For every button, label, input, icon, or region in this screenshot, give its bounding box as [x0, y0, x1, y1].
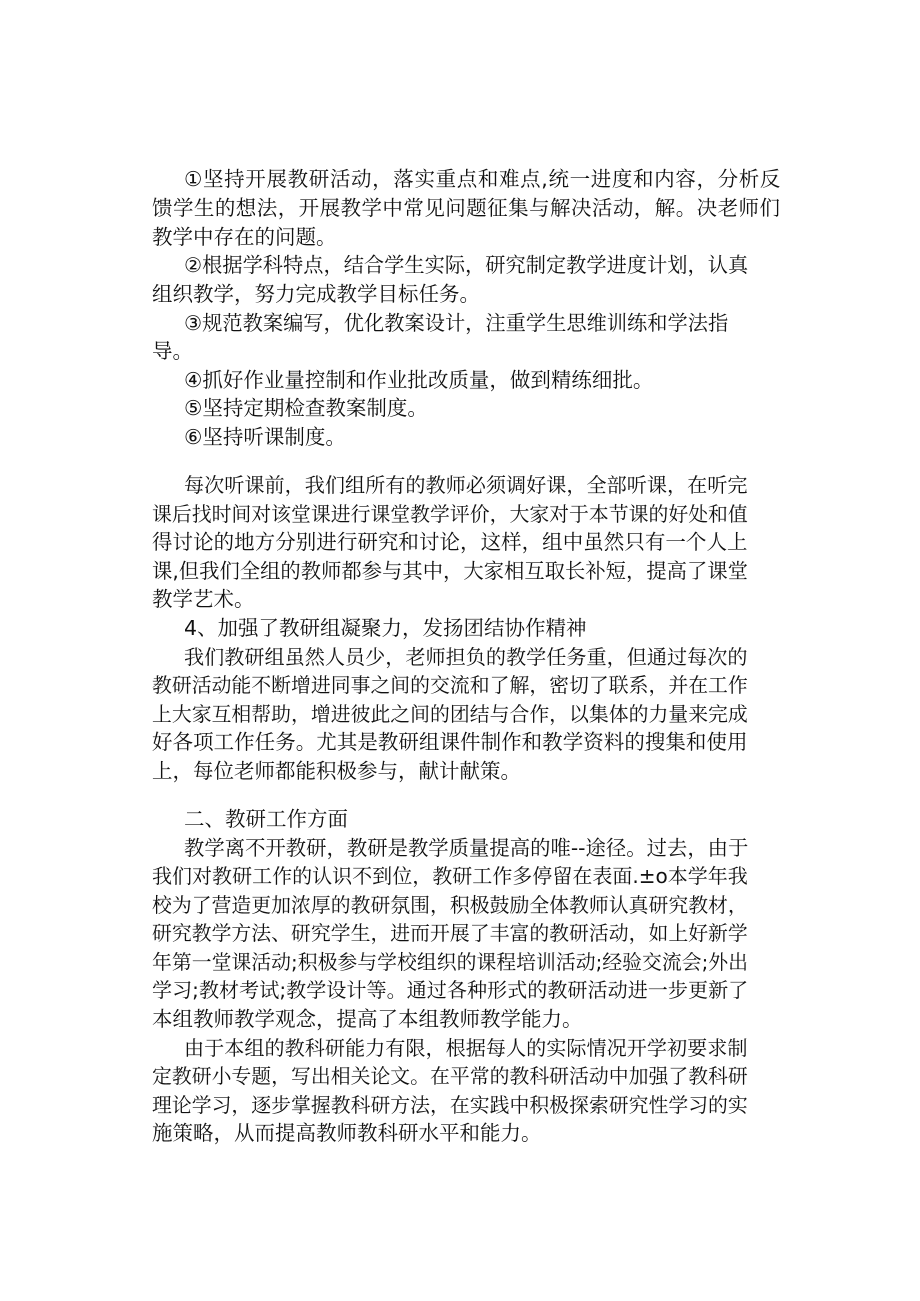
text-line: 教学离不开教研，教研是教学质量提高的唯--途径。过去，由于	[184, 836, 749, 860]
text-line: 校为了营造更加浓厚的教研氛围，积极鼓励全体教师认真研究教材，	[152, 894, 748, 917]
text-line: ⑥坚持听课制度。	[184, 425, 346, 449]
text-line: 理论学习，逐步掌握教科研方法，在实践中积极探索研究性学习的实	[152, 1094, 748, 1117]
text-line: 课后找时间对该堂课进行课堂教学评价，大家对于本节课的好处和值	[152, 503, 748, 526]
text-line: 课,但我们全组的教师都参与其中，大家相互取长补短，提高了课堂	[152, 559, 748, 583]
text-line: 得讨论的地方分别进行研究和讨论，这样，组中虽然只有一个人上	[152, 530, 748, 554]
text-line: 施策略，从而提高教师教科研水平和能力。	[152, 1121, 542, 1145]
text-line: 定教研小专题，写出相关论文。在平常的教科研活动中加强了教科研	[152, 1065, 748, 1088]
text-line: 学习;教材考试;教学设计等。通过各种形式的教研活动进一步更新了	[152, 978, 749, 1002]
text-line: ②根据学科特点，结合学生实际，研究制定教学进度计划，认真	[184, 253, 749, 277]
text-line: 每次听课前，我们组所有的教师必须调好课，全部听课，在听完	[184, 473, 748, 497]
text-line: 上，每位老师都能积极参与，献计献策。	[152, 759, 521, 783]
text-line: 好各项工作任务。尤其是教研组课件制作和教学资料的搜集和使用	[152, 730, 748, 754]
text-line: ③规范教案编写，优化教案设计，注重学生思维训练和学法指	[184, 311, 729, 335]
section-heading: 4、加强了教研组凝聚力，发扬团结协作精神	[184, 616, 587, 640]
text-line: 我们教研组虽然人员少，老师担负的教学任务重，但通过每次的	[184, 645, 748, 669]
text-line: 年第一堂课活动;积极参与学校组织的课程培训活动;经验交流会;外出	[152, 951, 748, 974]
text-line: 我们对教研工作的认识不到位，教研工作多停留在表面.±o本学年我	[152, 864, 748, 888]
text-line: 馈学生的想法，开展教学中常见问题征集与解决活动，解。决老师们	[152, 196, 781, 220]
text-line: 由于本组的教科研能力有限，根据每人的实际情况开学初要求制	[184, 1036, 748, 1060]
text-line: 导。	[152, 339, 193, 363]
text-line: 本组教师教学观念，提高了本组教师教学能力。	[152, 1007, 583, 1031]
text-line: 教研活动能不断增进同事之间的交流和了解，密切了联系，并在工作	[152, 674, 748, 697]
text-line: ④抓好作业量控制和作业批改质量，做到精练细批。	[184, 368, 654, 392]
text-line: 组织教学，努力完成教学目标任务。	[152, 282, 480, 306]
text-line: 教学艺术。	[152, 587, 255, 611]
text-line: ①坚持开展教研活动，落实重点和难点,统一进度和内容，分析反	[184, 167, 782, 191]
text-line: 教学中存在的问题。	[152, 225, 337, 249]
text-line: ⑤坚持定期检查教案制度。	[184, 396, 428, 420]
text-line: 研究教学方法、研究学生，进而开展了丰富的教研活动，如上好新学	[152, 922, 748, 945]
section-heading: 二、教研工作方面	[184, 807, 348, 831]
text-line: 上大家互相帮助，增进彼此之间的团结与合作，以集体的力量来完成	[152, 703, 748, 726]
